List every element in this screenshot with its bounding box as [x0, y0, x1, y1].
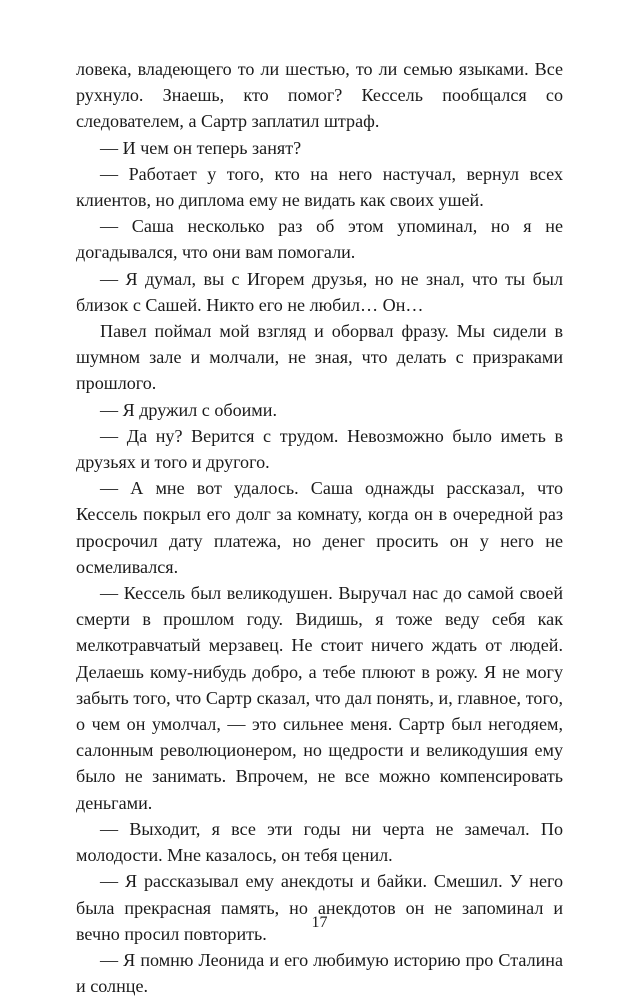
- paragraph: — Я помню Леонида и его любимую историю про Сталина и солнце.: [76, 949, 563, 997]
- paragraph: — Саша несколько раз об этом упоминал, но я не догадывался, что они вам помогали.: [76, 216, 563, 263]
- page-number: 17: [311, 914, 328, 931]
- paragraph: — Я рассказывал ему анекдоты и байки. Смешил. У него была прекрасная память, но анекдотов он не запоминал и вечно просил повторить.: [76, 871, 563, 944]
- paragraph: — Да ну? Верится с трудом. Невозможно было иметь в друзьях и того и другого.: [76, 425, 563, 473]
- paragraph: — Работает у того, кто на него настучал, вернул всех клиентов, но диплома ему не видать как своих ушей.: [76, 163, 563, 211]
- paragraph: — Я думал, вы с Игорем друзья, но не знал, что ты был близок с Сашей. Никто его не любил… Он…: [76, 268, 563, 315]
- paragraph: — И чем он теперь занят?: [100, 137, 302, 158]
- paragraph: ловека, владеющего то ли шестью, то ли семью языками. Все рухнуло. Знаешь, кто помог? Кессель пообщался со следователем, а Сартр заплатил штраф.: [76, 59, 563, 132]
- paragraph: — Выходит, я все эти годы ни черта не замечал. По молодости. Мне казалось, он тебя ценил.: [76, 818, 563, 866]
- paragraph: — А мне вот удалось. Саша однажды рассказал, что Кессель покрыл его долг за комнату, когда он в очередной раз просрочил дату платежа, но денег просить он у него не осмеливался.: [76, 478, 563, 577]
- page-body: [76, 56, 563, 999]
- paragraph: — Я дружил с обоими.: [100, 399, 277, 420]
- paragraph: — Кессель был великодушен. Выручал нас до самой своей смерти в прошлом году. Видишь, я тоже веду себя как мелкотравчатый мерзавец. Не стоит ничего ждать от людей. Делаешь кому-нибудь добро, а тебе плюют в рожу. Я не могу забыть того, что Сартр сказал, что дал понять, и, главное, того, о чем он умолчал, — это сильнее меня. Сартр был негодяем, салонным революционером, но щедрости и великодушия ему было не занимать. Впрочем, не все можно компенсировать деньгами.: [76, 583, 563, 813]
- paragraph: Павел поймал мой взгляд и оборвал фразу. Мы сидели в шумном зале и молчали, не зная, что делать с призраками прошлого.: [76, 321, 563, 394]
